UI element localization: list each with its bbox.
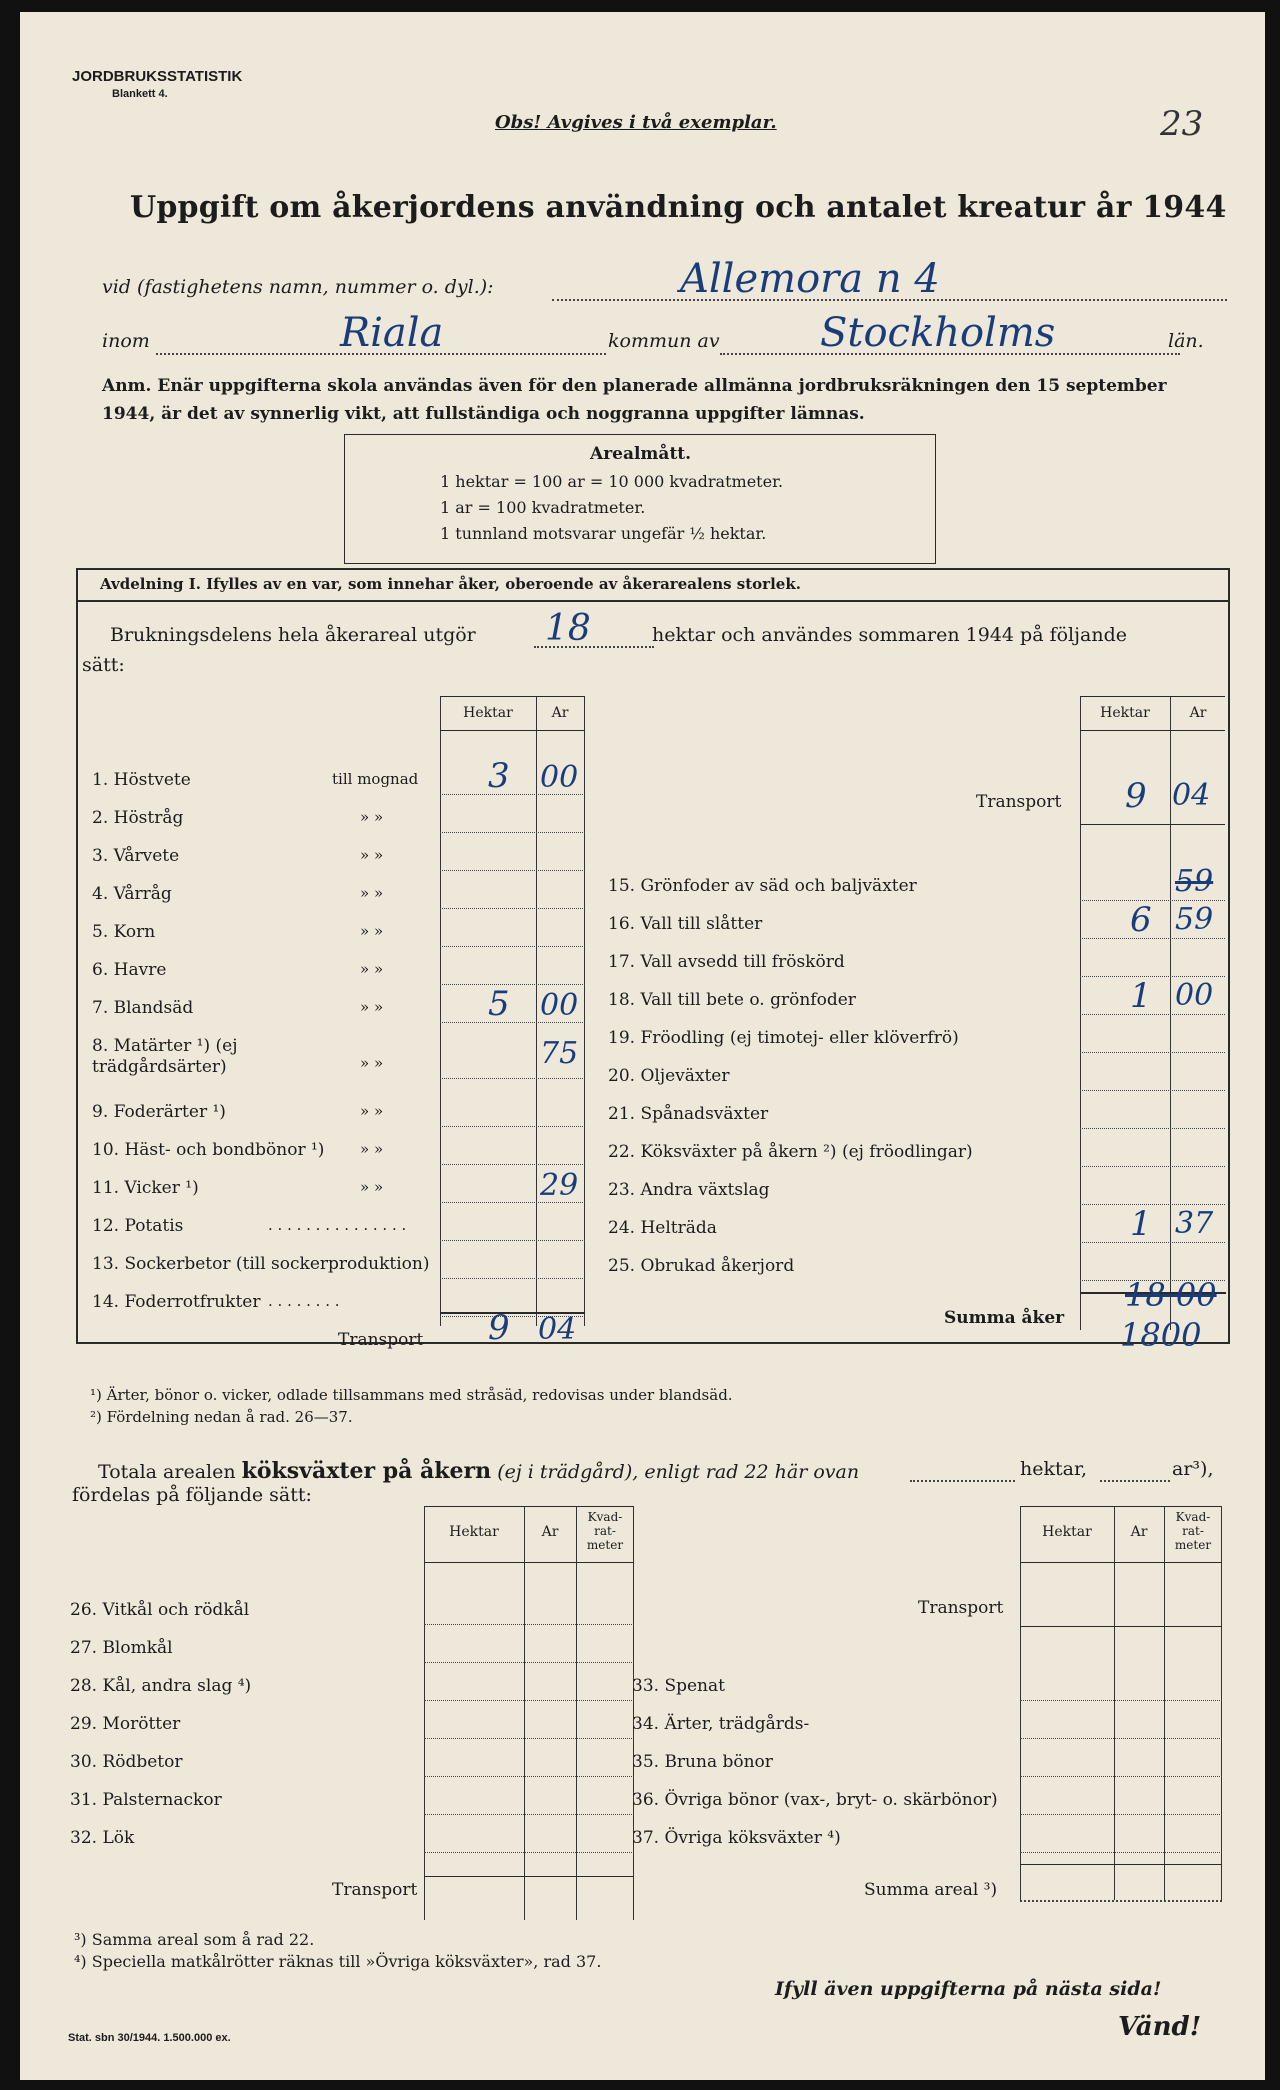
vegetable-row-line xyxy=(424,1662,634,1663)
crop-row-label: 25. Obrukad åkerjord xyxy=(608,1256,795,1276)
avdelning-1-title: Avdelning I. Ifylles av en var, som innehar åker, oberoende av åkerarealens storlek. xyxy=(100,575,801,593)
crop-row-line xyxy=(1080,1242,1225,1243)
vegetable-row-label: 31. Palsternackor xyxy=(70,1790,222,1810)
crop-row-line xyxy=(1080,1166,1225,1167)
crop-row-label: 11. Vicker ¹) xyxy=(92,1178,199,1198)
vegetable-row-line xyxy=(1020,1852,1222,1853)
vegetable-row-line xyxy=(1020,1776,1222,1777)
vegetable-row-line xyxy=(424,1700,634,1701)
right-col-ar: Ar xyxy=(1189,705,1207,721)
koks-right-col-kvm: Kvad-rat-meter xyxy=(1174,1510,1212,1552)
crop-row-line xyxy=(1080,1014,1225,1015)
koks-right-transport-rule xyxy=(1020,1626,1222,1627)
crop-row-line xyxy=(1080,938,1225,939)
koks-intro-a-text: Totala arealen xyxy=(98,1461,236,1483)
right-transport-hektar[interactable]: 9 xyxy=(1125,776,1147,816)
crop-row-ar[interactable]: 00 xyxy=(540,988,579,1023)
footnote-2: ²) Fördelning nedan å rad. 26—37. xyxy=(90,1408,353,1426)
koks-left-col-3 xyxy=(576,1506,577,1920)
total-areal-value[interactable]: 18 xyxy=(545,608,591,649)
crop-row-label: 2. Höstråg xyxy=(92,808,184,828)
vand-note: Vänd! xyxy=(1118,2012,1202,2042)
arealmatt-line2: 1 ar = 100 kvadratmeter. xyxy=(440,498,646,517)
vegetable-row-label: 33. Spenat xyxy=(632,1676,725,1696)
koks-left-col-1 xyxy=(424,1506,425,1920)
summa-aker-label: Summa åker xyxy=(944,1308,1065,1328)
crop-row-line xyxy=(440,984,585,985)
vegetable-row-line xyxy=(424,1624,634,1625)
crop-row-qualifier: . . . . . . . . . . . . . . . xyxy=(268,1216,407,1234)
crop-row-label: 15. Grönfoder av säd och baljväxter xyxy=(608,876,917,896)
crop-row-label: 22. Köksväxter på åkern ²) (ej fröodlingar) xyxy=(608,1142,973,1162)
koks-right-transport: Transport xyxy=(918,1598,1004,1618)
koks-ar-line xyxy=(1100,1480,1170,1482)
crop-row-ar[interactable]: 59 xyxy=(1175,864,1214,899)
crop-row-label: 21. Spånadsväxter xyxy=(608,1104,769,1124)
crop-row-hektar[interactable]: 5 xyxy=(488,984,510,1024)
crop-row-label: 19. Fröodling (ej timotej- eller klöverfrö) xyxy=(608,1028,959,1048)
arealmatt-line3: 1 tunnland motsvarar ungefär ½ hektar. xyxy=(440,524,767,543)
vid-label: vid (fastighetens namn, nummer o. dyl.): xyxy=(102,276,494,298)
crop-row-line xyxy=(1080,1128,1225,1129)
crop-row-ar[interactable]: 75 xyxy=(540,1036,579,1071)
crop-row-label: 24. Helträda xyxy=(608,1218,717,1238)
crop-row-ar[interactable]: 29 xyxy=(540,1168,579,1203)
crop-row-label: 5. Korn xyxy=(92,922,156,942)
koks-hektar-line xyxy=(910,1480,1015,1482)
vegetable-row-label: 34. Ärter, trädgårds- xyxy=(632,1714,810,1734)
crop-row-hektar[interactable]: 1 xyxy=(1130,976,1152,1016)
right-hdr-top xyxy=(1080,696,1225,697)
koks-left-hdr-bottom xyxy=(424,1562,634,1563)
crop-row-qualifier: » » xyxy=(360,1102,384,1120)
vegetable-row-label: 37. Övriga köksväxter ⁴) xyxy=(632,1828,841,1848)
koks-left-col-kvm: Kvad-rat-meter xyxy=(586,1510,624,1552)
koks-intro-f: fördelas på följande sätt: xyxy=(72,1484,312,1506)
vegetable-row-label: 26. Vitkål och rödkål xyxy=(70,1600,250,1620)
arealmatt-title: Arealmått. xyxy=(590,444,692,464)
avdelning-1-divider xyxy=(76,600,1228,602)
crop-row-label: 17. Vall avsedd till fröskörd xyxy=(608,952,845,972)
left-col-hektar: Hektar xyxy=(463,705,513,721)
koks-summa-rule xyxy=(1020,1864,1222,1865)
left-transport-hektar[interactable]: 9 xyxy=(488,1308,510,1348)
koks-intro-e: ar³), xyxy=(1172,1458,1214,1480)
crop-row-line xyxy=(440,1126,585,1127)
koks-summa-line xyxy=(1020,1900,1222,1902)
crop-row-line xyxy=(1080,1090,1225,1091)
left-col-ar: Ar xyxy=(551,705,569,721)
koks-right-hdr-bottom xyxy=(1020,1562,1222,1563)
vegetable-row-line xyxy=(424,1776,634,1777)
koks-left-transport-rule xyxy=(424,1876,634,1877)
crop-row-label: 7. Blandsäd xyxy=(92,998,194,1018)
koks-right-col-hektar: Hektar xyxy=(1042,1524,1092,1540)
crop-row-ar[interactable]: 00 xyxy=(1175,978,1214,1013)
crop-row-qualifier: till mognad xyxy=(332,770,419,788)
crop-row-label: 1. Höstvete xyxy=(92,770,191,790)
vegetable-row-line xyxy=(424,1738,634,1739)
crop-row-hektar[interactable]: 1 xyxy=(1130,1204,1152,1244)
blank-label: Blankett 4. xyxy=(112,88,168,100)
koks-left-transport: Transport xyxy=(332,1880,418,1900)
crop-row-label: 12. Potatis xyxy=(92,1216,184,1236)
left-col-line-2 xyxy=(536,696,537,1326)
ifyll-note: Ifyll även uppgifterna på nästa sida! xyxy=(775,1978,1162,2000)
crop-row-line xyxy=(1080,1204,1225,1205)
crop-row-qualifier: » » xyxy=(360,1140,384,1158)
intro-text-c: sätt: xyxy=(82,654,125,676)
crop-row-label: 6. Havre xyxy=(92,960,167,980)
left-col-line-3 xyxy=(584,696,585,1326)
crop-row-line xyxy=(440,870,585,871)
vegetable-row-label: 30. Rödbetor xyxy=(70,1752,183,1772)
vegetable-row-label: 27. Blomkål xyxy=(70,1638,173,1658)
crop-row-line xyxy=(1080,900,1225,901)
crop-row-label: 18. Vall till bete o. grönfoder xyxy=(608,990,856,1010)
crop-row-label: 8. Matärter ¹) (ej trädgårdsärter) xyxy=(92,1036,238,1077)
kommun-label: kommun av xyxy=(608,330,720,352)
right-col-hektar: Hektar xyxy=(1100,705,1150,721)
crop-row-line xyxy=(440,908,585,909)
summa-aker-corrected[interactable]: 1800 xyxy=(1120,1316,1202,1354)
crop-row-qualifier: » » xyxy=(360,808,384,826)
vid-value[interactable]: Allemora n 4 xyxy=(680,256,940,302)
lan-label: län. xyxy=(1168,330,1204,352)
koks-left-col-hektar: Hektar xyxy=(449,1524,499,1540)
crop-row-qualifier: » » xyxy=(360,1054,384,1072)
crop-row-ar[interactable]: 00 xyxy=(540,760,579,795)
crop-row-line xyxy=(440,1278,585,1279)
page-title: Uppgift om åkerjordens användning och antalet kreatur år 1944 xyxy=(130,190,1227,225)
koks-right-col-ar: Ar xyxy=(1130,1524,1148,1540)
crop-row-label: 20. Oljeväxter xyxy=(608,1066,730,1086)
crop-row-line xyxy=(1080,976,1225,977)
vegetable-row-label: 32. Lök xyxy=(70,1828,135,1848)
crop-row-hektar[interactable]: 6 xyxy=(1130,900,1152,940)
obs-note: Obs! Avgives i två exemplar. xyxy=(495,112,777,133)
vegetable-row-label: 28. Kål, andra slag ⁴) xyxy=(70,1676,252,1696)
crop-row-line xyxy=(440,1240,585,1241)
koks-intro-b: köksväxter på åkern xyxy=(241,1458,492,1484)
koks-right-col-1 xyxy=(1020,1506,1021,1900)
vegetable-row-label: 35. Bruna bönor xyxy=(632,1752,773,1772)
koks-summa-label: Summa areal ³) xyxy=(864,1880,998,1900)
footnote-1: ¹) Ärter, bönor o. vicker, odlade tillsammans med stråsäd, redovisas under blandsäd. xyxy=(90,1386,733,1404)
crop-row-ar[interactable]: 59 xyxy=(1175,902,1214,937)
crop-row-hektar[interactable]: 3 xyxy=(488,756,510,796)
right-transport-ar[interactable]: 04 xyxy=(1172,778,1211,813)
koks-intro-a xyxy=(98,1458,859,1484)
anm-note: Anm. Enär uppgifterna skola användas även för den planerade allmänna jordbruksräkningen den 15 september 1944, är det av synnerlig vikt, att fullständiga och noggranna uppgifter lämnas. xyxy=(102,376,1167,424)
summa-aker-value[interactable]: 18 00 xyxy=(1125,1276,1217,1314)
koks-right-col-4 xyxy=(1221,1506,1222,1900)
left-hdr-bottom xyxy=(440,730,585,731)
crop-row-line xyxy=(440,832,585,833)
arealmatt-line1: 1 hektar = 100 ar = 10 000 kvadratmeter. xyxy=(440,472,784,491)
vegetable-row-label: 36. Övriga bönor (vax-, bryt- o. skärbönor) xyxy=(632,1790,998,1810)
vegetable-row-line xyxy=(424,1814,634,1815)
crop-row-label: 13. Sockerbetor (till sockerproduktion) xyxy=(92,1254,430,1274)
vegetable-row-line xyxy=(1020,1738,1222,1739)
footnote-4: ⁴) Speciella matkålrötter räknas till »Övriga köksväxter», rad 37. xyxy=(74,1952,602,1971)
right-col-line-1 xyxy=(1080,696,1081,1330)
crop-row-qualifier: » » xyxy=(360,846,384,864)
right-col-line-2 xyxy=(1170,696,1171,1330)
crop-row-label: 9. Foderärter ¹) xyxy=(92,1102,226,1122)
vegetable-row-label: 29. Morötter xyxy=(70,1714,181,1734)
koks-left-col-2 xyxy=(524,1506,525,1920)
crop-row-label: 16. Vall till slåtter xyxy=(608,914,763,934)
vegetable-row-line xyxy=(1020,1700,1222,1701)
crop-row-line xyxy=(440,1078,585,1079)
page-number: 23 xyxy=(1160,104,1204,144)
inom-label: inom xyxy=(102,330,150,352)
form-page xyxy=(20,12,1265,2080)
inom-value[interactable]: Riala xyxy=(340,310,444,356)
koks-left-col-4 xyxy=(633,1506,634,1920)
koks-left-col-ar: Ar xyxy=(541,1524,559,1540)
crop-row-line xyxy=(1080,1052,1225,1053)
left-transport-ar[interactable]: 04 xyxy=(538,1312,577,1347)
crop-row-line xyxy=(440,946,585,947)
koks-right-hdr-top xyxy=(1020,1506,1222,1507)
intro-text-b: hektar och användes sommaren 1944 på följande xyxy=(652,624,1127,646)
crop-row-line xyxy=(440,1164,585,1165)
crop-row-qualifier: » » xyxy=(360,998,384,1016)
crop-row-label: 3. Vårvete xyxy=(92,846,180,866)
crop-row-qualifier: » » xyxy=(360,922,384,940)
crop-row-label: 4. Vårråg xyxy=(92,884,172,904)
crop-row-ar[interactable]: 37 xyxy=(1175,1206,1214,1241)
koks-left-hdr-top xyxy=(424,1506,634,1507)
koks-intro-d: hektar, xyxy=(1020,1458,1087,1480)
org-label: JORDBRUKSSTATISTIK xyxy=(72,68,243,85)
crop-row-label: 14. Foderrotfrukter xyxy=(92,1292,261,1312)
kommun-value[interactable]: Stockholms xyxy=(820,310,1056,356)
right-transport-label: Transport xyxy=(976,792,1062,812)
vegetable-row-line xyxy=(424,1852,634,1853)
print-info: Stat. sbn 30/1944. 1.500.000 ex. xyxy=(68,2032,231,2044)
crop-row-qualifier: » » xyxy=(360,884,384,902)
crop-row-label: 10. Häst- och bondbönor ¹) xyxy=(92,1140,325,1160)
koks-intro-c: (ej i trädgård), enligt rad 22 här ovan xyxy=(497,1461,860,1483)
koks-right-col-3 xyxy=(1164,1506,1165,1900)
left-transport-label: Transport xyxy=(338,1330,424,1350)
left-hdr-top xyxy=(440,696,585,697)
koks-right-col-2 xyxy=(1114,1506,1115,1900)
intro-text-a: Brukningsdelens hela åkerareal utgör xyxy=(110,624,476,646)
crop-row-qualifier: » » xyxy=(360,960,384,978)
right-hdr-bottom xyxy=(1080,730,1225,731)
right-transport-rule xyxy=(1080,824,1225,825)
crop-row-qualifier: . . . . . . . . xyxy=(268,1292,340,1310)
crop-row-label: 23. Andra växtslag xyxy=(608,1180,770,1200)
footnote-3: ³) Samma areal som å rad 22. xyxy=(74,1930,315,1949)
vegetable-row-line xyxy=(1020,1814,1222,1815)
crop-row-qualifier: » » xyxy=(360,1178,384,1196)
left-col-line-1 xyxy=(440,696,441,1326)
